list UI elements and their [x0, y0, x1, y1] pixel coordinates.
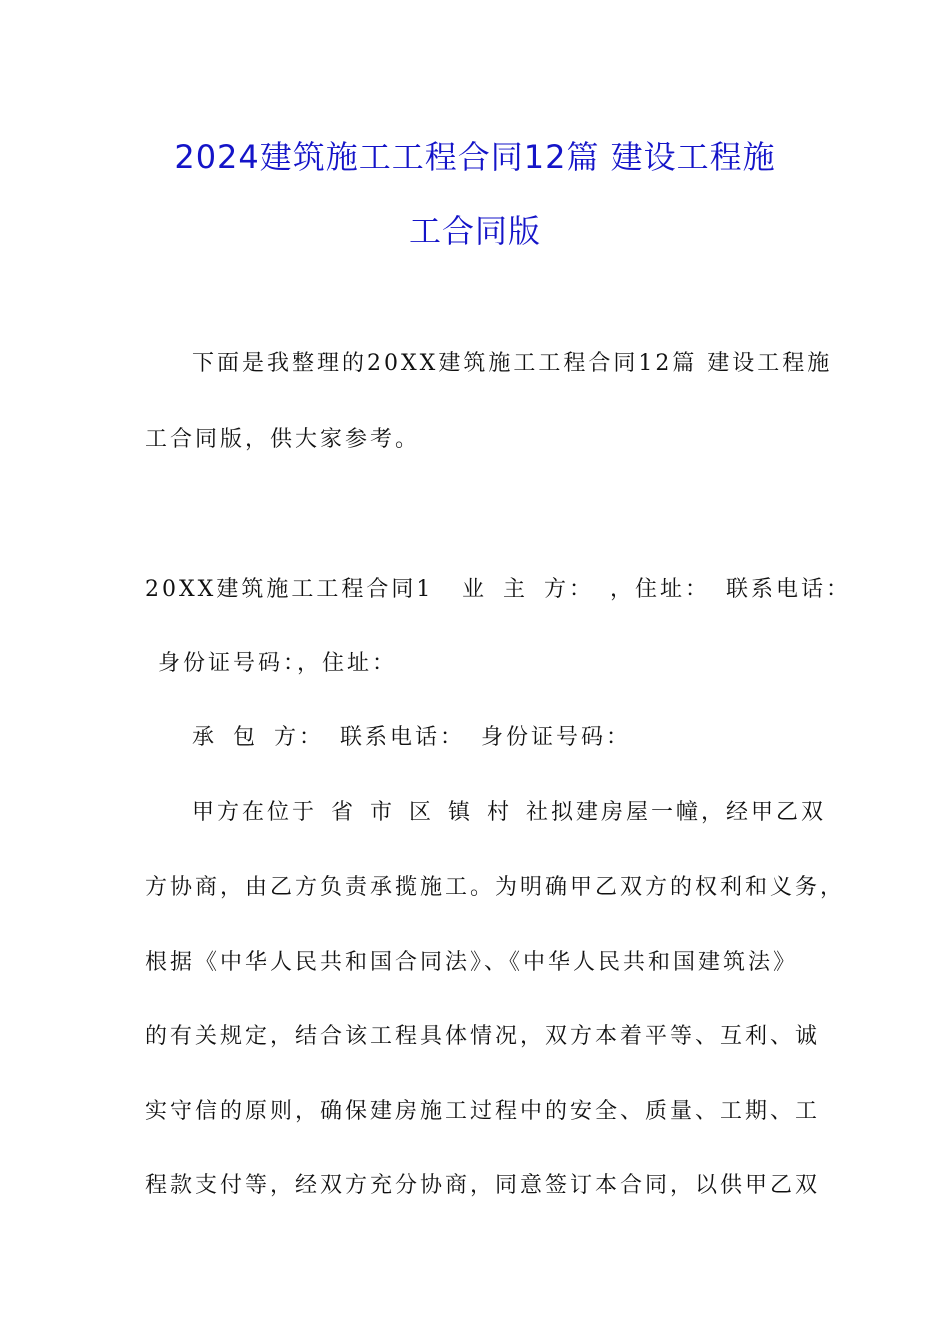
- body-line-4: 的有关规定，结合该工程具体情况，双方本着平等、互利、诚: [145, 1024, 821, 1049]
- intro-line-1: 下面是我整理的20XX建筑施工工程合同12篇 建设工程施: [192, 351, 833, 376]
- document-title-line-1: 2024建筑施工工程合同12篇 建设工程施: [174, 138, 776, 176]
- owner-id-line: 身份证号码：，住址：: [158, 651, 398, 676]
- intro-line-2: 工合同版，供大家参考。: [145, 427, 421, 452]
- contract-heading: 20XX建筑施工工程合同1: [145, 577, 434, 602]
- body-line-1: 甲方在位于 省 市 区 镇 村 社拟建房屋一幢，经甲乙双: [192, 800, 826, 825]
- owner-info-line: 业 主 方： ，住址： 联系电话：: [462, 577, 851, 602]
- body-line-3: 根据《中华人民共和国合同法》、《中华人民共和国建筑法》: [145, 950, 799, 975]
- document-title-line-2: 工合同版: [408, 212, 541, 250]
- body-line-6: 程款支付等，经双方充分协商，同意签订本合同，以供甲乙双: [145, 1173, 821, 1198]
- body-line-5: 实守信的原则，确保建房施工过程中的安全、质量、工期、工: [145, 1099, 821, 1124]
- contractor-info-line: 承 包 方： 联系电话： 身份证号码：: [192, 725, 631, 750]
- body-line-2: 方协商，由乙方负责承揽施工。为明确甲乙双方的权利和义务，: [145, 875, 846, 900]
